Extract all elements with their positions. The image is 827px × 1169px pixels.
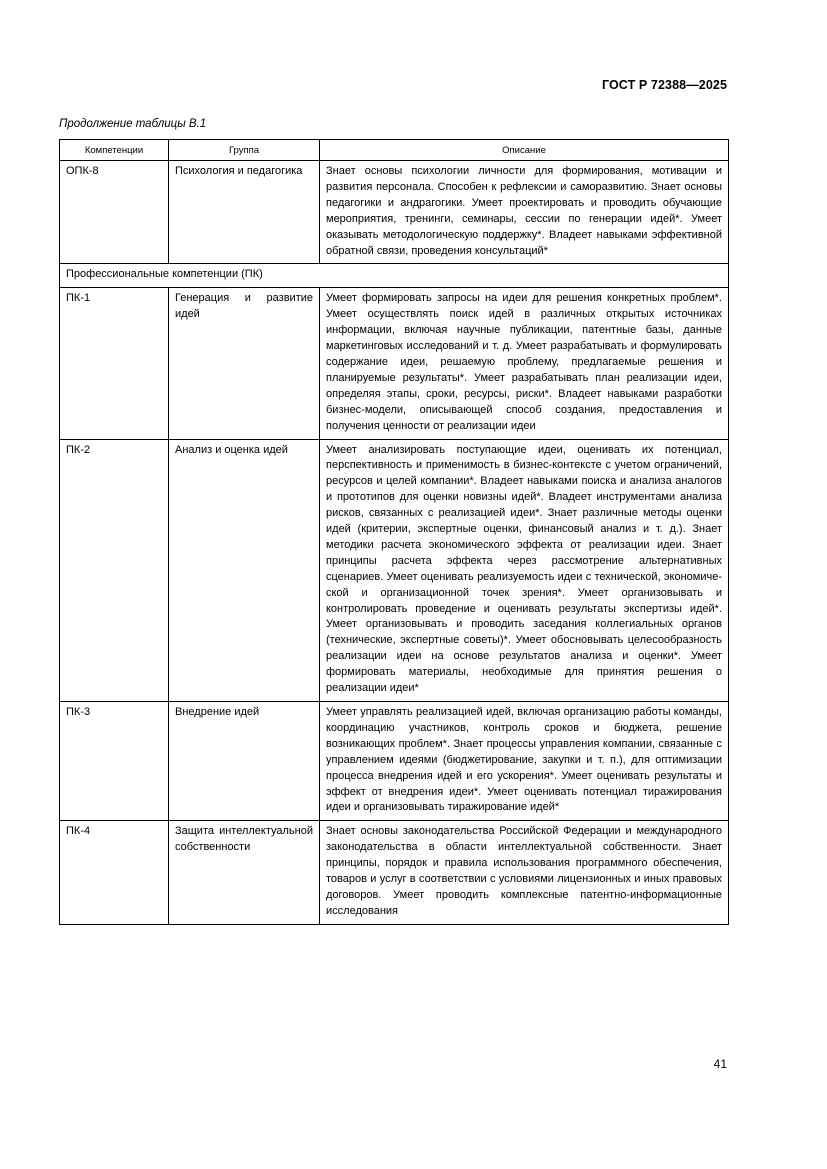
row-description: Умеет анализировать поступающие идеи, оценивать их потенциал, перспективность и применимость в бизнес-контексте с учетом ограничений, ресурсов и целей компании*. Владеет навыками поиска и анализа аналогов и прототипов для оценки новизны идей*. Владеет инструментами анализа рисков, связанных с реализацией идеи*. Знает различные методы оценки идей (критерии, экспертные оценки, финансовый анализ и т. д.). Знает методики расчета экономического эффекта от реализации идеи. Знает принципы расчета эффекта через рассмотрение альтернативных сценариев. Умеет оценивать реализуемость идеи с технической, экономической и организационной точек зрения*. Умеет организовывать и контролировать проведение и оценивать результаты экспертизы идей*. Умеет организовывать и проводить заседания коллегиальных органов (технические, экспертные советы)*. Умеет обосновывать целесообразность реализации идеи на основе результатов анализа и оценки*. Умеет формировать материалы, необходимые для принятия решения о реализации идеи* [320, 439, 729, 702]
row-code: ПК-3 [60, 702, 169, 821]
row-code: ПК-4 [60, 821, 169, 924]
column-header-competencies: Компетенции [60, 140, 169, 161]
row-description: Знает основы законодательства Российской Федерации и международного законодательства в области интеллектуальной собственности. Знает принципы, порядок и правила использования программного обеспечения, товаров и услуг в соответствии с условиями лицензионных и иных правовых договоров. Умеет проводить комплексные патентно-информационные исследования [320, 821, 729, 924]
row-group: Защита интеллектуальной собственности [169, 821, 320, 924]
table-row [60, 702, 729, 821]
table-row [60, 288, 729, 439]
table-header-row [60, 140, 729, 161]
row-code: ПК-1 [60, 288, 169, 439]
row-group: Психология и педагогика [169, 161, 320, 264]
page-number: 41 [713, 1057, 727, 1071]
row-code: ОПК-8 [60, 161, 169, 264]
section-row [60, 264, 729, 288]
table-caption: Продолжение таблицы В.1 [59, 118, 207, 130]
document-standard-number: ГОСТ Р 72388—2025 [601, 78, 727, 92]
column-header-group: Группа [169, 140, 320, 161]
row-description: Умеет формировать запросы на идеи для решения конкретных проблем*. Умеет осуществлять поиск идей в различных открытых источниках информации, включая научные публикации, патентные базы, данные маркетинговых исследований и т. д. Умеет разрабатывать и формулировать содержание идеи, решаемую проблему, предлагаемые решения и планируемые результаты*. Умеет разрабатывать план реализации идеи, определяя этапы, сроки, ресурсы, риски*. Владеет навыками разработки бизнес-модели, описывающей способ создания, предоставления и получения ценности от реализации идеи [320, 288, 729, 439]
competencies-table [59, 139, 729, 925]
table-row [60, 161, 729, 264]
table-row [60, 439, 729, 702]
row-group: Генерация и развитие идей [169, 288, 320, 439]
row-code: ПК-2 [60, 439, 169, 702]
column-header-description: Описание [320, 140, 729, 161]
row-group: Внедрение идей [169, 702, 320, 821]
row-description: Умеет управлять реализацией идей, включая организацию работы команды, координацию участников, контроль сроков и бюджета, решение возникающих проблем*. Знает процессы управления компании, связанные с управлением идеями (бюджетирование, закупки и т. п.), для оптимизации процесса внедрения идей и его ускорения*. Умеет оценивать результаты и эффект от внедрения идеи*. Умеет оценивать потенциал тиражирования идеи и организовывать тиражирование идей* [320, 702, 729, 821]
table-row [60, 821, 729, 924]
row-group: Анализ и оценка идей [169, 439, 320, 702]
section-title: Профессиональные компетенции (ПК) [60, 264, 729, 288]
row-description: Знает основы психологии личности для формирования, мотивации и развития персонала. Способен к рефлексии и саморазвитию. Знает основы педагогики и андрагогики. Умеет проектировать и проводить обучающие мероприятия, тренинги, семинары, сессии по генерации идей*. Умеет оказывать методологическую поддержку*. Владеет навыками эффективной обратной связи, проведения консультаций* [320, 161, 729, 264]
